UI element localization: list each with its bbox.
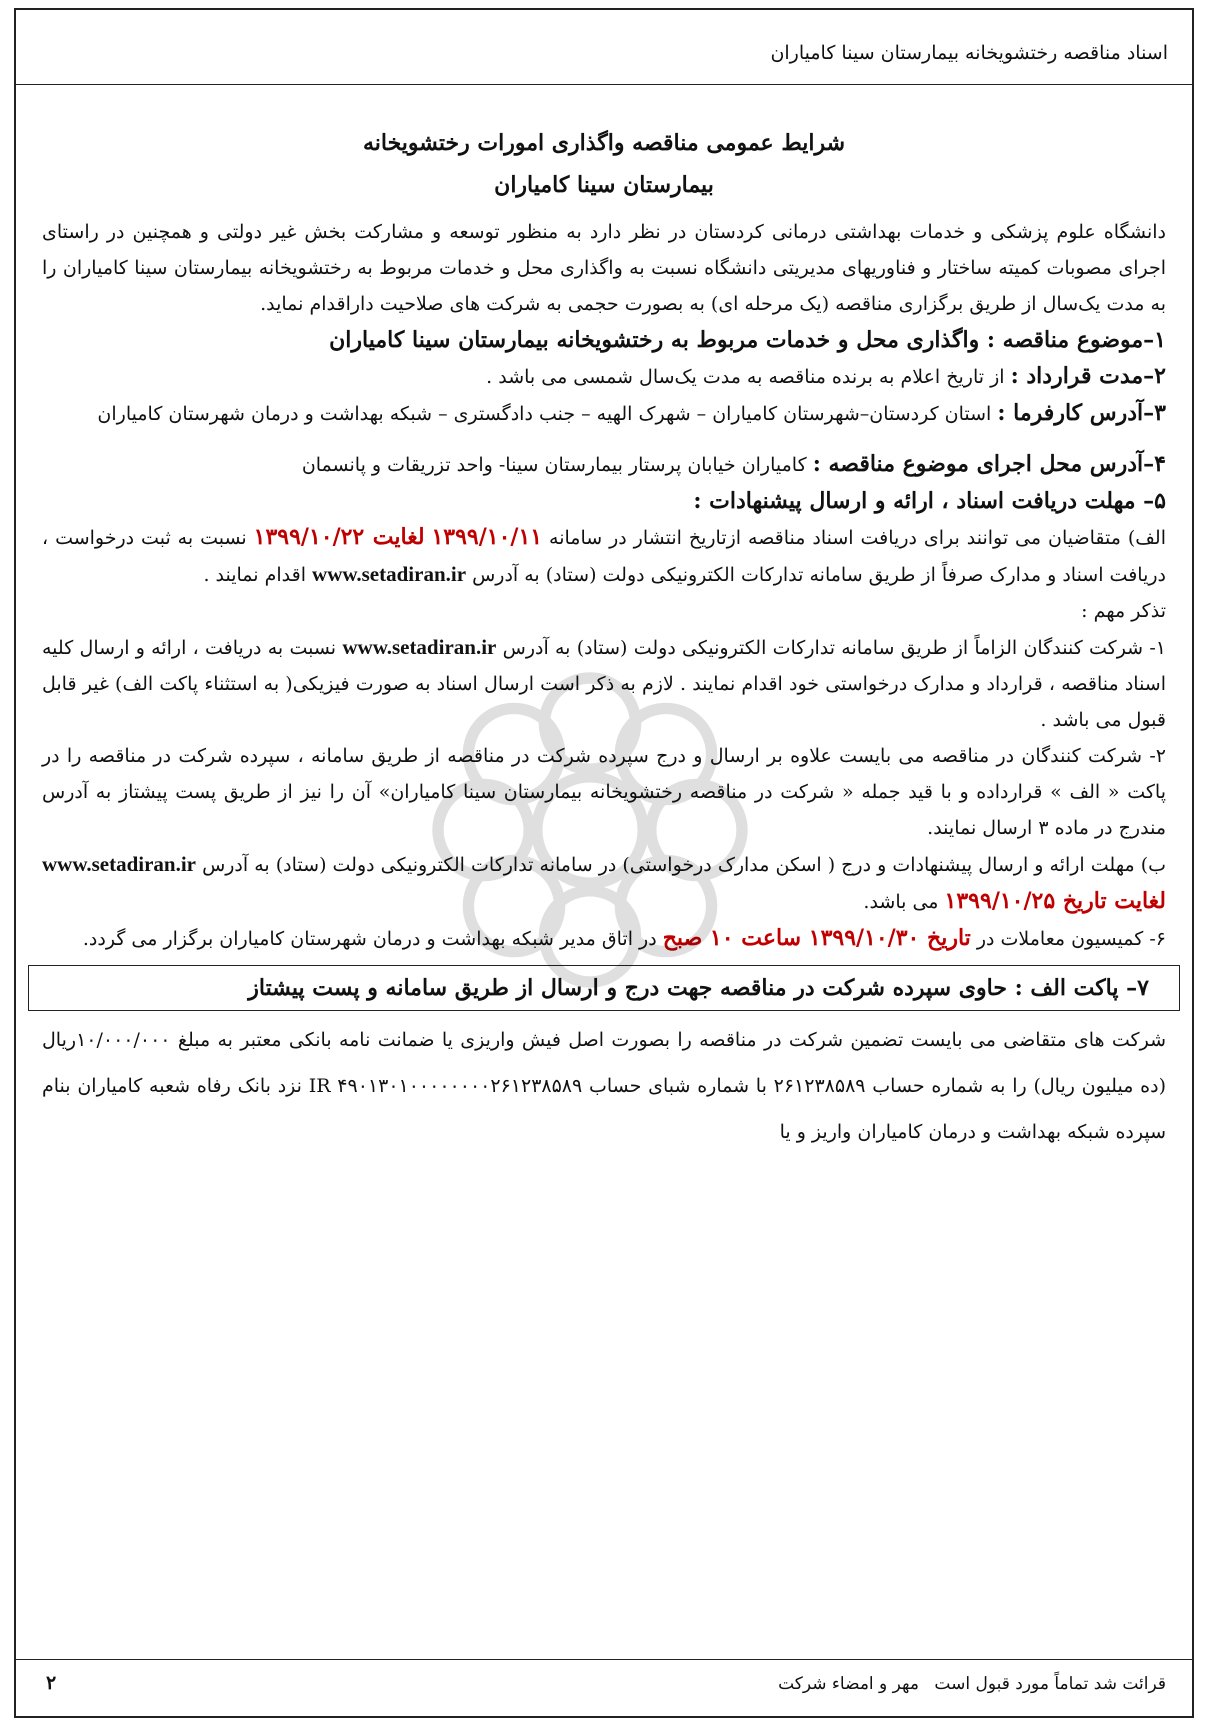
section-6-text-1: ۶- کمیسیون معاملات در [976,928,1166,950]
section-1-subject: ۱–موضوع مناقصه : واگذاری محل و خدمات مربوط به رختشویخانه بیمارستان سینا کامیاران [329,327,1166,353]
section-5-b-text-1: ب) مهلت ارائه و ارسال پیشنهادات و درج ( اسکن مدارک درخواستی) در سامانه تدارکات الکترونیکی دولت (ستاد) به آدرس [202,854,1166,876]
note-1-paragraph [42,629,1166,738]
section-5-b-deadline: لغایت تاریخ ۱۳۹۹/۱۰/۲۵ [944,888,1166,914]
footer-divider [16,1659,1192,1660]
section-2-label: ۲–مدت قرارداد : [1010,363,1166,389]
section-4-text: کامیاران خیابان پرستار بیمارستان سینا- واحد تزریقات و پانسمان [301,454,807,476]
setadiran-link-2[interactable]: www.setadiran.ir [342,635,497,659]
intro-paragraph: دانشگاه علوم پزشکی و خدمات بهداشتی درمانی کردستان در نظر دارد به منظور توسعه و مشارکت بخش غیر دولتی و همچنین در راستای اجرای مصوبات کمیته ساختار و فناوریهای مدیریتی دانشگاه نسبت به واگذاری محل و خدمات مربوط به رختشویخانه بیمارستان سینا کامیاران را به مدت یک‌سال از طریق برگزاری مناقصه (یک مرحله ای) به بصورت حجمی به شرکت های صلاحیت داراقدام نماید. [42,221,1166,315]
note-1-text-2: نسبت به دریافت ، ارائه و ارسال کلیه اسناد مناقصه ، قرارداد و مدارک درخواستی خود اقدام نمایند . لازم به ذکر است ارسال اسناد به صورت فیزیکی( به استثناء پاکت الف) غیر قابل قبول می باشد . [42,637,1166,731]
section-4-label: ۴–آدرس محل اجرای موضوع مناقصه : [812,451,1166,477]
section-5-a-text-2: نسبت به ثبت درخواست ، دریافت اسناد و مدارک صرفاً از طریق سامانه تدارکات الکترونیکی دولت (ستاد) به آدرس [42,527,1166,586]
section-5-a-text-3: اقدام نمایند . [203,564,306,586]
section-3-label: ۳–آدرس کارفرما : [997,400,1166,426]
main-title-line-1: شرایط عمومی مناقصه واگذاری امورات رختشویخانه [362,130,846,156]
page-content [36,22,1172,1704]
note-2-paragraph: ۲- شرکت کنندگان در مناقصه می بایست علاوه بر ارسال و درج سپرده شرکت در مناقصه از طریق سامانه ، سپرده شرکت در مناقصه را در پاکت « الف » قرارداده و با قید جمله « شرکت در مناقصه رختشویخانه بیمارستان سینا کامیاران» آن را نیز از طریق پست پیشتاز به آدرس مندرج در ماده ۳ ارسال نمایند. [42,745,1166,839]
section-5-b-text-2: می باشد. [863,891,939,913]
document-page [14,8,1194,1718]
footer-read-accepted: قرائت شد تماماً مورد قبول است [934,1674,1166,1694]
footer-acceptance [768,1674,1166,1694]
note-1-text-1: ۱- شرکت کنندگان الزاماً از طریق سامانه تدارکات الکترونیکی دولت (ستاد) به آدرس [502,637,1166,659]
section-2-text: از تاریخ اعلام به برنده مناقصه به مدت یک‌سال شمسی می باشد . [486,366,1005,388]
section-2-duration [42,358,1166,395]
section-5-a-text-1: الف) متقاضیان می توانند برای دریافت اسناد مناقصه ازتاریخ انتشار در سامانه [549,527,1167,549]
main-title-line-2: بیمارستان سینا کامیاران [494,172,714,198]
important-note-label: تذکر مهم : [1081,600,1166,622]
section-5-deadline-heading: ۵– مهلت دریافت اسناد ، ارائه و ارسال پیشنهادات : [693,488,1166,514]
section-7-paragraph: شرکت های متقاضی می بایست تضمین شرکت در مناقصه را بصورت اصل فیش واریزی یا ضمانت نامه بانکی معتبر به مبلغ ۱۰/۰۰۰/۰۰۰ریال (ده میلیون ریال) را به شماره حساب ۲۶۱۲۳۸۵۸۹ با شماره شبای حساب IR ۴۹۰۱۳۰۱۰۰۰۰۰۰۰۰۲۶۱۲۳۸۵۸۹ نزد بانک رفاه شعبه کامیاران بنام سپرده شبکه بهداشت و درمان کامیاران واریز و یا [42,1029,1166,1143]
section-5-a-paragraph [42,519,1166,593]
header-divider [16,84,1192,85]
document-body [42,214,1166,1155]
section-6-text-2: در اتاق مدیر شبکه بهداشت و درمان شهرستان کامیاران برگزار می گردد. [82,928,657,950]
setadiran-link-3[interactable]: www.setadiran.ir [42,852,196,876]
footer-seal-sign: مهر و امضاء شرکت [778,1674,919,1694]
setadiran-link-1[interactable]: www.setadiran.ir [312,562,467,586]
page-number: ۲ [46,1672,57,1694]
section-5-a-end-date: لغایت ۱۳۹۹/۱۰/۲۲ [253,524,425,550]
section-3-employer-address [42,395,1166,432]
section-4-site-address [42,446,1166,483]
section-5-b-paragraph [42,846,1166,920]
section-5-a-start-date: ۱۳۹۹/۱۰/۱۱ [431,524,543,550]
section-7-heading-box: ۷– پاکت الف : حاوی سپرده شرکت در مناقصه جهت درج و ارسال از طریق سامانه و پست پیشتاز [28,965,1180,1011]
section-6-date: تاریخ ۱۳۹۹/۱۰/۳۰ ساعت ۱۰ صبح [662,925,971,951]
section-3-text: استان کردستان–شهرستان کامیاران – شهرک الهیه – جنب دادگستری – شبکه بهداشت و درمان شهرستان کامیاران [97,403,992,425]
section-6-paragraph [42,920,1166,957]
document-header-title: اسناد مناقصه رختشویخانه بیمارستان سینا کامیاران [770,42,1168,64]
